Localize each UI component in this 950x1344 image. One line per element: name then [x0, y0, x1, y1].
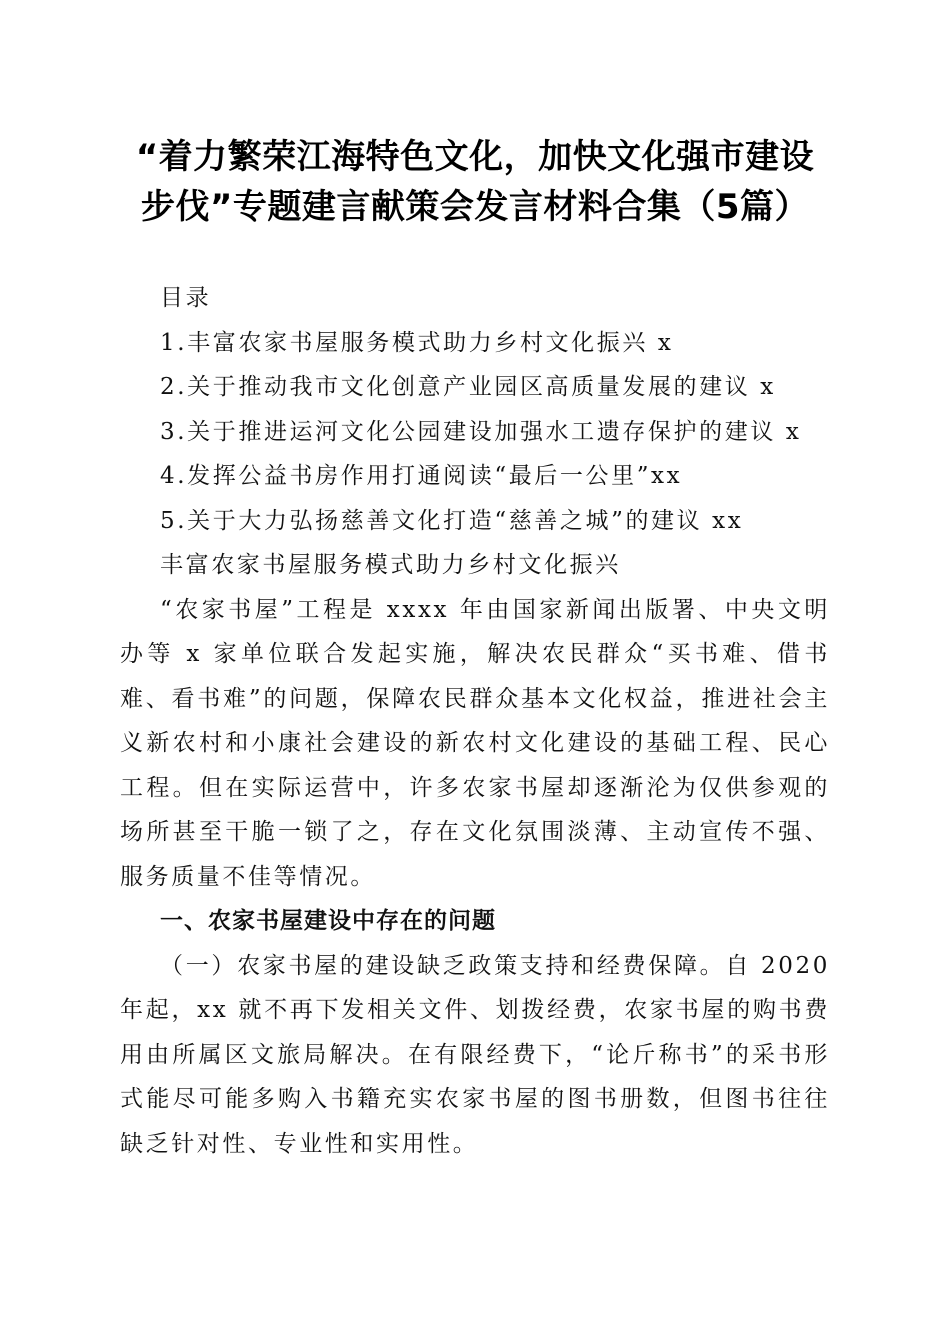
toc-item: 2.关于推动我市文化创意产业园区高质量发展的建议 x: [160, 374, 776, 400]
article-title: 丰富农家书屋服务模式助力乡村文化振兴: [160, 552, 621, 578]
document-title-line-1: “着力繁荣江海特色文化，加快文化强市建设: [135, 137, 815, 177]
toc-item: 5.关于大力弘扬慈善文化打造“慈善之城”的建议 xx: [160, 507, 744, 534]
toc-item: 3.关于推进运河文化公园建设加强水工遗存保护的建议 x: [160, 418, 802, 445]
paragraph-section1-item1: （一）农家书屋的建设缺乏政策支持和经费保障。自 2020 年起，xx 就不再下发相关文件、划拨经费，农家书屋的购书费用由所属区文旅局解决。在有限经费下，“论斤称书”的采书形式能尽可能多购入书籍充实农家书屋的图书册数，但图书往往缺乏针对性、专业性和实用性。: [120, 952, 830, 1157]
toc-heading: 目录: [160, 285, 212, 311]
paragraph-intro: “农家书屋”工程是 xxxx 年由国家新闻出版署、中央文明办等 x 家单位联合发起实施，解决农民群众“买书难、借书难、看书难”的问题，保障农民群众基本文化权益，推进社会主义新农村和小康社会建设的新农村文化建设的基础工程、民心工程。但在实际运营中，许多农家书屋却逐渐沦为仅供参观的场所甚至干脆一锁了之，存在文化氛围淡薄、主动宣传不强、服务质量不佳等情况。: [120, 596, 830, 890]
document-title: [110, 132, 840, 232]
section-heading: 一、农家书屋建设中存在的问题: [160, 908, 496, 934]
toc-item: 4.发挥公益书房作用打通阅读“最后一公里”xx: [160, 463, 683, 489]
document-title-line-2: 步伐”专题建言献策会发言材料合集（5篇）: [140, 187, 809, 227]
document-body: [120, 276, 830, 1166]
toc-item: 1.丰富农家书屋服务模式助力乡村文化振兴 x: [160, 329, 674, 356]
